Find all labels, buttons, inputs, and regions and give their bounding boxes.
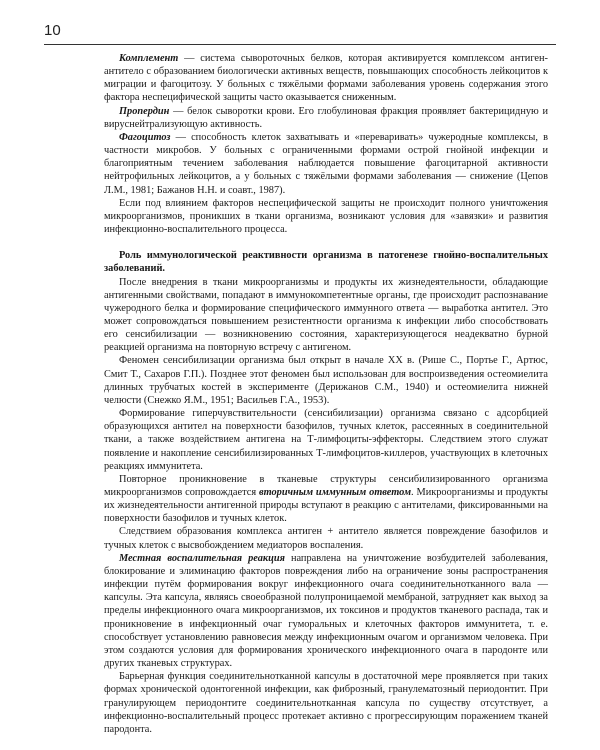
paragraph-properdin [104,105,548,131]
paragraph-sensitization-history: Феномен сенсибилизации организма был открыт в начале XX в. (Рише С., Портье Г., Артюс, Смит Т., Сахаров Г.П.). Позднее этот феномен был использован для воспроизведения остеомиелита длинных трубчатых костей в эксперименте (Дерижанов С.М., 1940) и остеомиелита нижней челюсти (Снежко Я.М., 1951; Васильев Г.А., 1953). [104,355,548,406]
term-local-inflammatory-reaction: Местная воспалительная реакция [119,552,285,564]
paragraph-complement [104,52,548,105]
header-rule [44,44,556,45]
term-properdin: Пропердин [119,105,170,117]
paragraph-text: — система сывороточных белков, которая активируется комплексом антиген-антитело с образованием биологически активных веществ, повышающих способность лейкоцитов к миграции и фагоцитозу. У больных с тяжёлыми формами заболевания уровень содержания этого фактора неспецифической защиты часто оказывается сниженным. [104,53,548,104]
term-secondary-immune-response: вторичным иммунным ответом [258,487,412,498]
paragraph-text: Повторное проникновение в тканевые структуры сенсибилизированного организма микроорганизмов сопровождается [104,473,548,498]
paragraph-nonspecific-defense: Если под влиянием факторов неспецифической защиты не происходит полного уничтожения микроорганизмов, проникших в ткани организма, возникают условия для «завязки» и развития инфекционно-воспалительного процесса. [104,197,548,236]
term-phagocytosis: Фагоцитоз [119,131,171,143]
paragraph-antigen-recognition: После внедрения в ткани микроорганизмы и продукты их жизнедеятельности, обладающие антигенными свойствами, попадают в иммунокомпетентные органы, где происходит распознавание чужеродного белка и формирование специфического иммунного ответа — выработка антител. Это может сопровождаться повышением резистентности организма к инфекции либо способствовать его сенсибилизации — возникновению состояния, характеризующегося неадекватно бурной реакцией организма на повторную встречу с антигеном. [104,276,548,354]
paragraph-text: — белок сыворотки крови. Его глобулиновая фракция проявляет бактерицидную и вируснейтрализующую активность. [104,105,548,130]
paragraph-barrier-function: Барьерная функция соединительнотканной капсулы в достаточной мере проявляется при таких формах хронической одонтогенной инфекции, как фиброзный, гранулематозный периодонтит. При гранулирующем периодонтите соединительнотканная капсула по существу отсутствует, а инфекционно-воспалительный процесс протекает активно с прогрессирующим поражением тканей пародонта. [104,671,548,735]
paragraph-complex-consequence: Следствием образования комплекса антиген + антитело является повреждение базофилов и тучных клеток с высвобождением медиаторов воспаления. [104,526,548,551]
term-complement: Комплемент [119,53,179,64]
paragraph-hypersensitivity: Формирование гиперчувствительности (сенсибилизации) организма связано с адсорбцией образующихся антител на поверхности базофилов, тучных клеток, рассеянных в соединительной ткани, а также воздействием антигена на Т-лимфоциты-эффекторы. Следствием этого служат появление и накопление сенсибилизированных Т-лимфоцитов-киллеров, участвующих в клеточных реакциях иммунитета. [104,408,548,472]
paragraph-text: — способность клеток захватывать и «переваривать» чужеродные комплексы, в частности микробов. У больных с ограниченными формами острой гнойной инфекции и благоприятным течением заболевания наблюдается повышение фагоцитарной активности нейтрофильных лейкоцитов, а у больных с тяжёлыми формами заболевания — снижение (Цепов Л.М., 1981; Бажанов Н.Н. и соавт., 1987). [104,131,548,196]
paragraph-text: . Микроорганизмы и продукты их жизнедеятельности антигенной природы вступают в реакцию с антителами, фиксированными на поверхности базофилов и тучных клеток. [104,487,548,525]
page-body [104,52,548,736]
section-heading: Роль иммунологической реактивности организма в патогенезе гнойно-воспалительных заболеваний. [104,250,548,275]
paragraph-local-inflammation [104,552,548,670]
paragraph-secondary-response [104,473,548,526]
paragraph-phagocytosis [104,131,548,197]
page-number: 10 [44,22,61,39]
paragraph-text: направлена на уничтожение возбудителей заболевания, блокирование и элиминацию факторов повреждения либо на ограничение зоны распространения инфекции путём формирования вокруг инфекционного очага соединительнотканного вала — капсулы. Эта капсула, являясь своеобразной полупроницаемой мембраной, затрудняет как выход за пределы инфекционного очага микроорганизмов, их токсинов и продуктов тканевого распада, так и проникновение в инфекционный очаг гуморальных и клеточных факторов иммунитета, т. е. способствует установлению равновесия между инфекционным очагом и организмом человека. При этом создаются условия для формирования хронического инфекционного очага в пародонте или других тканевых структурах. [104,552,549,670]
